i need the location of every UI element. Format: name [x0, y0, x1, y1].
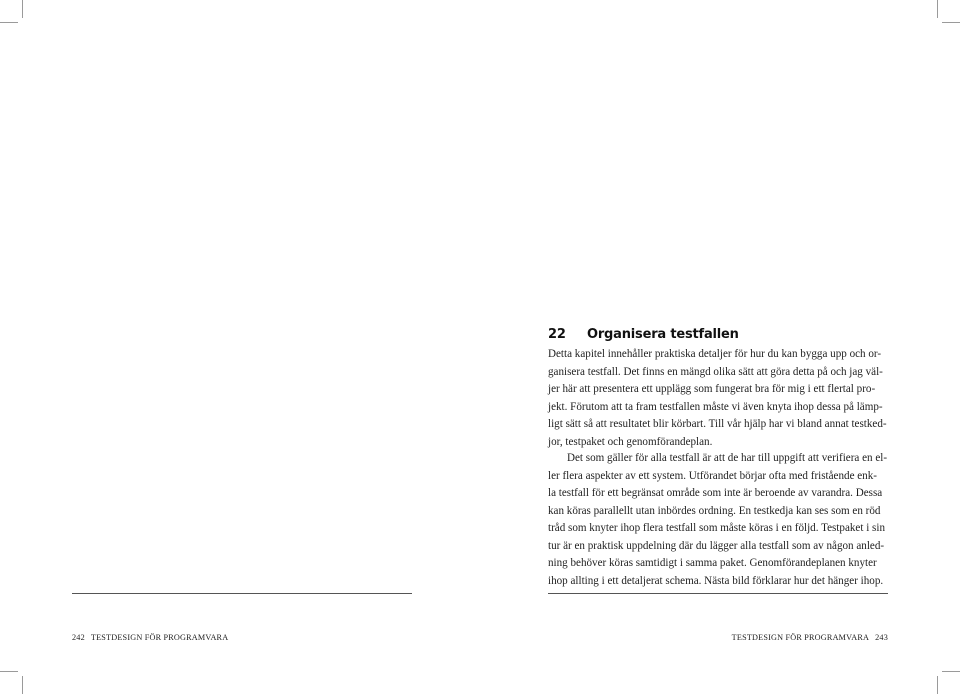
- running-title-left: TESTDESIGN FÖR PROGRAMVARA: [90, 633, 229, 642]
- footer-left: [72, 633, 228, 642]
- crop-mark-bottom-left-horizontal: [0, 671, 18, 672]
- crop-mark-bottom-right-horizontal: [942, 671, 960, 672]
- left-page-rule: [72, 593, 412, 594]
- text-line: Det som gäller för alla testfall är att de har till uppgift att verifiera en el-: [567, 452, 888, 464]
- crop-mark-bottom-right: [937, 676, 938, 694]
- text-line: ler flera aspekter av ett system. Utförandet börjar ofta med fristående enk-: [548, 469, 877, 482]
- crop-mark-top-right-horizontal: [942, 22, 960, 23]
- paragraph-second: [548, 450, 893, 590]
- text-line: jekt. Förutom att ta fram testfallen måste vi även knyta ihop dessa på lämp-: [548, 400, 883, 413]
- crop-mark-top-left: [22, 0, 23, 18]
- chapter-heading: [548, 327, 739, 342]
- running-title-right: TESTDESIGN FÖR PROGRAMVARA: [731, 633, 870, 642]
- text-line: jer här att presentera ett upplägg som fungerat bra för mig i ett flertal pro-: [548, 383, 876, 395]
- text-line: tråd som knyter ihop flera testfall som måste köras i en följd. Testpaket i sin: [548, 522, 885, 534]
- footer-right: [732, 633, 888, 642]
- text-line: ganisera testfall. Det finns en mängd olika sätt att göra detta på och jag väl-: [548, 365, 883, 378]
- text-line: Detta kapitel innehåller praktiska detaljer för hur du kan bygga upp och or-: [548, 348, 882, 360]
- crop-mark-bottom-left: [22, 676, 23, 694]
- text-line: ning behöver köras samtidigt i samma paket. Genomförandeplanen knyter: [548, 557, 877, 569]
- crop-mark-top-right: [937, 0, 938, 18]
- chapter-number: 22: [548, 327, 566, 342]
- text-line: la testfall för ett begränsat område som inte är beroende av varandra. Dessa: [548, 487, 883, 499]
- crop-mark-top-left-horizontal: [0, 22, 18, 23]
- text-line: tur är en praktisk uppdelning där du lägger alla testfall som av någon anled-: [548, 539, 885, 552]
- paragraph-intro: [548, 346, 893, 451]
- page-number-right: 243: [875, 633, 888, 642]
- text-line: kan köras parallellt utan inbördes ordning. En testkedja kan ses som en röd: [548, 504, 881, 517]
- chapter-title: Organisera testfallen: [587, 327, 739, 342]
- page-number-left: 242: [72, 633, 85, 642]
- text-line: ligt sätt så att resultatet blir körbart. Till vår hjälp har vi bland annat testked-: [548, 418, 887, 430]
- text-line: ihop allting i ett detaljerat schema. Nästa bild förklarar hur det hänger ihop.: [548, 574, 884, 587]
- text-line: jor, testpaket och genomförandeplan.: [548, 435, 713, 448]
- right-page-rule: [548, 593, 888, 594]
